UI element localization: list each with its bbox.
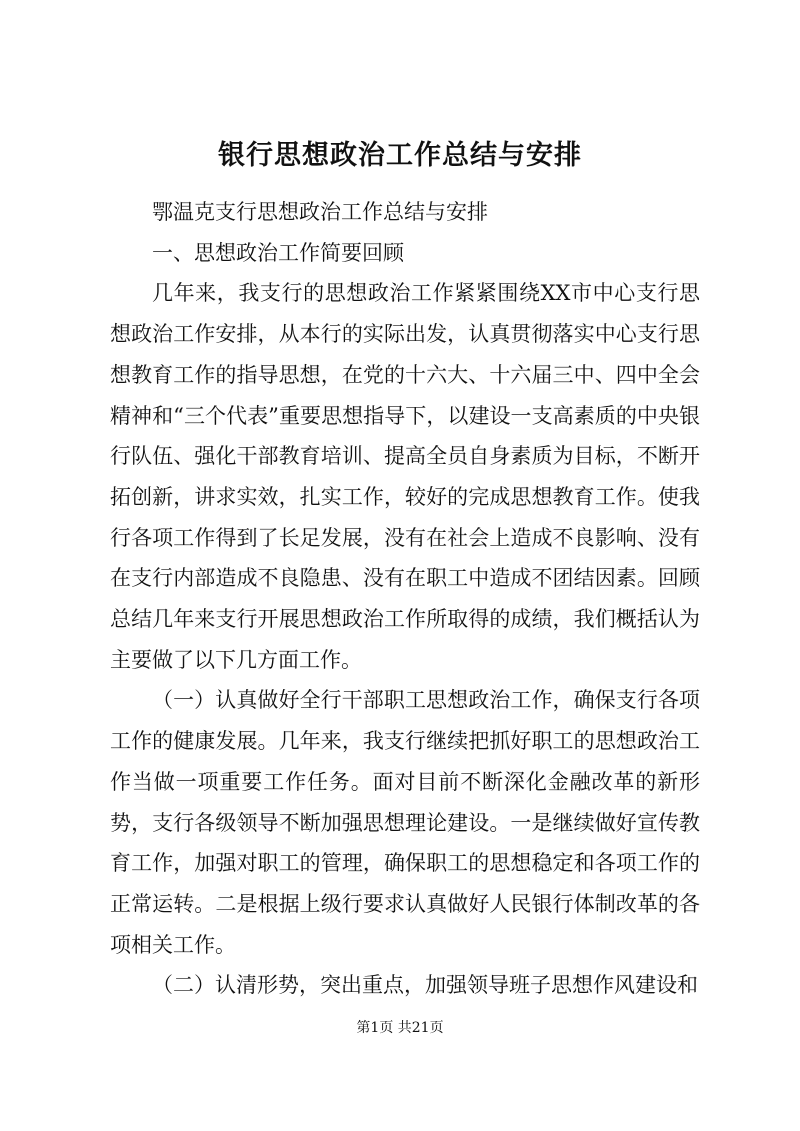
body-paragraph: （一）认真做好全行干部职工思想政治工作，确保支行各项工作的健康发展。几年来，我支行继续把抓好职工的思想政治工作当做一项重要工作任务。面对目前不断深化金融改革的新形势，支行各级领导不断加强思想理论建设。一是继续做好宣传教育工作，加强对职工的管理，确保职工的思想稳定和各项工作的正常运转。二是根据上级行要求认真做好人民银行体制改革的各项相关工作。: [110, 688, 700, 957]
body-paragraph: （二）认清形势，突出重点，加强领导班子思想作风建设和: [152, 973, 698, 998]
subtitle-paragraph: 鄂温克支行思想政治工作总结与安排: [152, 200, 488, 224]
document-body: [110, 192, 700, 1006]
section-heading: 一、思想政治工作简要回顾: [152, 240, 404, 265]
document-title: 银行思想政治工作总结与安排: [218, 140, 582, 171]
page-number-footer: 第1页 共21页: [356, 1020, 444, 1036]
body-paragraph: 几年来，我支行的思想政治工作紧紧围绕XX市中心支行思想政治工作安排，从本行的实际出发，认真贯彻落实中心支行思想教育工作的指导思想，在党的十六大、十六届三中、四中全会精神和“三个代表”重要思想指导下，以建设一支高素质的中央银行队伍、强化干部教育培训、提高全员自身素质为目标，不断开拓创新，讲求实效，扎实工作，较好的完成思想教育工作。使我行各项工作得到了长足发展，没有在社会上造成不良影响、没有在支行内部造成不良隐患、没有在职工中造成不团结因素。回顾总结几年来支行开展思想政治工作所取得的成绩，我们概括认为主要做了以下几方面工作。: [110, 281, 700, 672]
